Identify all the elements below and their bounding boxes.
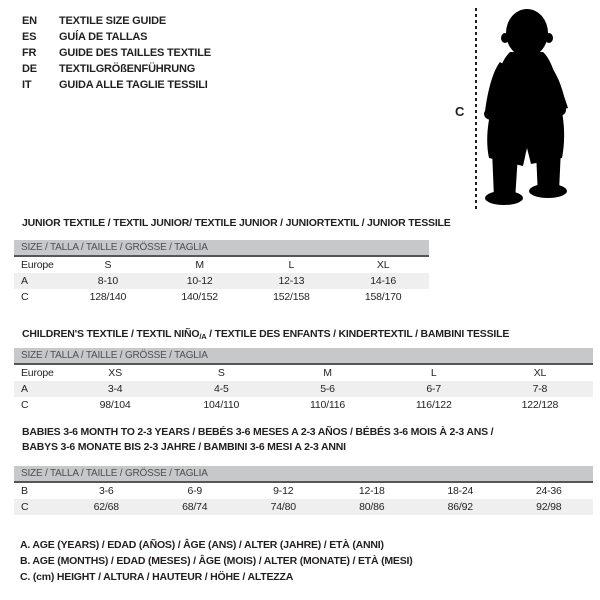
row-label: C [21, 291, 29, 303]
table-cell: XL [533, 367, 547, 379]
table-cell: 158/170 [364, 291, 402, 303]
size-header-bar: SIZE / TALLA / TAILLE / GRÖSSE / TAGLIA [14, 466, 593, 483]
table-cell: 122/128 [521, 399, 559, 411]
language-code: ES [22, 31, 37, 43]
baby-silhouette-icon [480, 0, 590, 215]
table-cell: 86/92 [447, 501, 473, 513]
table-cell: 104/110 [203, 399, 240, 411]
section-title-line2: BABYS 3-6 MONATE BIS 2-3 JAHRE / BAMBINI 3-6 MESI A 2-3 ANNI [22, 441, 346, 453]
table-cell: 80/86 [359, 501, 385, 513]
size-header-bar: SIZE / TALLA / TAILLE / GRÖSSE / TAGLIA [14, 348, 593, 365]
table-cell: 3-6 [98, 485, 114, 497]
row-label: A [21, 275, 28, 287]
list-item [22, 29, 211, 45]
row-label: C [21, 399, 29, 411]
table-cell: 128/140 [89, 291, 127, 303]
list-item [22, 61, 211, 77]
size-header-bar: SIZE / TALLA / TAILLE / GRÖSSE / TAGLIA [14, 240, 429, 257]
row-label: A [21, 383, 28, 395]
section-title-subscript: /A [199, 332, 207, 341]
table-cell: 8-10 [97, 275, 118, 287]
table-row [14, 365, 593, 381]
table-cell: S [104, 259, 112, 271]
section-title-children [22, 327, 509, 344]
table-row [14, 381, 593, 397]
table-cell: 3-4 [107, 383, 123, 395]
table-row [14, 483, 593, 499]
babies-size-table [14, 466, 593, 515]
language-code: FR [22, 47, 37, 59]
row-label: B [21, 485, 28, 497]
table-cell: M [323, 367, 332, 379]
section-title-line1: BABIES 3-6 MONTH TO 2-3 YEARS / BEBÉS 3-6 MESES A 2-3 AÑOS / BÉBÉS 3-6 MOIS À 2-3 ANS / [22, 426, 494, 438]
height-measure-label: C [455, 104, 465, 119]
table-cell: 98/104 [99, 399, 131, 411]
junior-size-table [14, 240, 429, 305]
table-cell: 4-5 [214, 383, 229, 395]
row-label: Europe [21, 259, 54, 271]
table-cell: 10-12 [186, 275, 213, 287]
table-row [14, 257, 429, 273]
table-cell: S [217, 367, 225, 379]
table-cell: 140/152 [181, 291, 218, 303]
guide-title: TEXTILGRÖßENFÜHRUNG [59, 63, 196, 75]
footnotes [20, 537, 413, 585]
footnote-c: C. (cm) HEIGHT / ALTURA / HAUTEUR / HÖHE / ALTEZZA [20, 571, 294, 583]
height-measure-dashed-line [475, 8, 477, 209]
section-title-text: CHILDREN'S TEXTILE / TEXTIL NIÑO [22, 328, 200, 340]
footnote-b: B. AGE (MONTHS) / EDAD (MESES) / ÂGE (MOIS) / ALTER (MONATE) / ETÀ (MESI) [20, 555, 413, 567]
language-guide-list [22, 13, 211, 93]
table-cell: 62/68 [93, 501, 119, 513]
table-cell: 14-16 [370, 275, 397, 287]
table-cell: 18-24 [447, 485, 474, 497]
table-row [14, 273, 429, 289]
table-cell: 152/158 [273, 291, 310, 303]
language-code: IT [22, 79, 32, 91]
language-code: EN [22, 15, 37, 27]
section-title-text: / TEXTILE DES ENFANTS / KINDERTEXTIL / BAMBINI TESSILE [206, 328, 510, 340]
table-cell: 6-9 [187, 485, 203, 497]
table-row [14, 499, 593, 515]
table-cell: XL [376, 259, 390, 271]
guide-title: GUÍA DE TALLAS [59, 31, 148, 43]
table-cell: L [430, 367, 437, 379]
table-cell: 24-36 [535, 485, 562, 497]
table-cell: 92/98 [536, 501, 562, 513]
table-cell: 74/80 [270, 501, 296, 513]
row-label: Europe [21, 367, 54, 379]
table-cell: 110/116 [310, 399, 345, 411]
row-label: C [21, 501, 29, 513]
list-item [22, 45, 211, 61]
table-cell: XS [108, 367, 122, 379]
table-row [14, 289, 429, 305]
section-title-babies [22, 425, 493, 455]
language-code: DE [22, 63, 37, 75]
table-cell: 7-8 [532, 383, 548, 395]
table-cell: 68/74 [182, 501, 208, 513]
section-title-junior: JUNIOR TEXTILE / TEXTIL JUNIOR/ TEXTILE JUNIOR / JUNIORTEXTIL / JUNIOR TESSILE [22, 217, 451, 229]
footnote-a: A. AGE (YEARS) / EDAD (AÑOS) / ÂGE (ANS) / ALTER (JAHRE) / ETÀ (ANNI) [20, 539, 384, 551]
list-item [22, 13, 211, 29]
table-cell: 12-18 [358, 485, 385, 497]
table-row [14, 397, 593, 413]
table-cell: 5-6 [320, 383, 335, 395]
table-cell: 12-13 [278, 275, 305, 287]
children-size-table [14, 348, 593, 413]
list-item [22, 77, 211, 93]
table-cell: 116/122 [415, 399, 452, 411]
table-cell: 9-12 [273, 485, 294, 497]
table-cell: M [195, 259, 204, 271]
table-cell: L [288, 259, 295, 271]
guide-title: GUIDA ALLE TAGLIE TESSILI [59, 79, 208, 91]
table-cell: 6-7 [426, 383, 441, 395]
guide-title: TEXTILE SIZE GUIDE [59, 15, 167, 27]
guide-title: GUIDE DES TAILLES TEXTILE [59, 47, 211, 59]
